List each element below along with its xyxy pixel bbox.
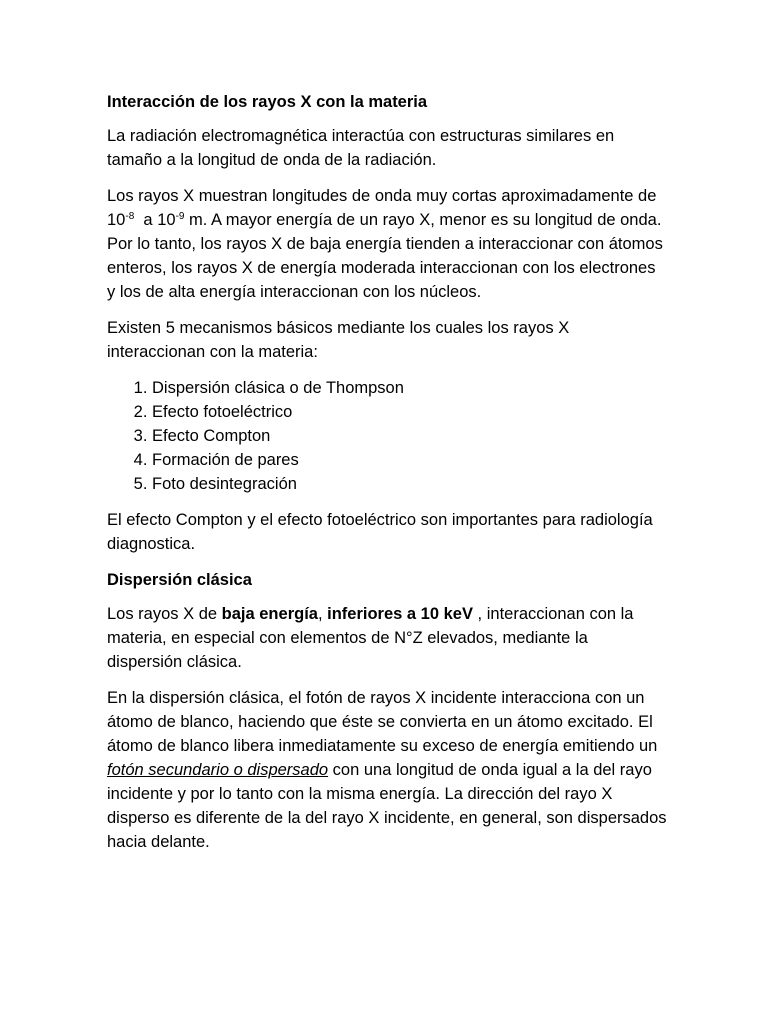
list-item: 4. Formación de pares <box>152 448 667 472</box>
paragraph-importance: El efecto Compton y el efecto fotoeléctrico son importantes para radiología diagnostica. <box>107 511 653 553</box>
wavelength-text-3: m. A mayor energía de un rayo X, menor es su longitud de onda. Por lo tanto, los rayos X de baja energía tienden a interaccionar con átomos enteros, los rayos X de energía moderada interaccionan con los electrones y los de alta energía interaccionan con los núcleos. <box>107 211 663 301</box>
document-page <box>107 90 667 866</box>
list-item: 2. Efecto fotoeléctrico <box>152 400 667 424</box>
low-energy-text-1: Los rayos X de <box>107 605 222 623</box>
exponent-1: -8 <box>125 211 135 222</box>
document-title: Interacción de los rayos X con la materia <box>107 93 428 111</box>
section-heading: Dispersión clásica <box>107 571 252 589</box>
wavelength-text-2: a 10 <box>134 211 176 229</box>
mechanisms-list <box>107 376 667 496</box>
list-item: 1. Dispersión clásica o de Thompson <box>152 376 667 400</box>
bold-low-energy: baja energía <box>221 605 318 623</box>
exponent-2: -9 <box>175 211 185 222</box>
scattering-text-1: En la dispersión clásica, el fotón de rayos X incidente interacciona con un átomo de blanco, haciendo que éste se convierta en un átomo excitado. El átomo de blanco libera inmediatamente su exceso de energía emitiendo un <box>107 689 658 755</box>
wavelength-text-1: Los rayos X muestran longitudes de onda muy cortas aproximadamente de 10 <box>107 187 657 229</box>
bold-energy-threshold: inferiores a 10 keV <box>327 605 473 623</box>
emphasized-term: fotón secundario o dispersado <box>107 761 329 779</box>
paragraph-mechanisms-intro: Existen 5 mecanismos básicos mediante los cuales los rayos X interaccionan con la materia: <box>107 319 570 361</box>
low-energy-text-2: , <box>317 605 328 623</box>
list-item: 3. Efecto Compton <box>152 424 667 448</box>
paragraph-wavelength <box>107 184 667 304</box>
paragraph-classical-scattering <box>107 686 667 854</box>
list-item: 5. Foto desintegración <box>152 472 667 496</box>
paragraph-low-energy <box>107 602 667 674</box>
paragraph-intro: La radiación electromagnética interactúa con estructuras similares en tamaño a la longitud de onda de la radiación. <box>107 127 615 169</box>
low-energy-text-3: , interaccionan con la materia, en especial con elementos de N°Z elevados, mediante la dispersión clásica. <box>107 605 634 671</box>
scattering-text-2: con una longitud de onda igual a la del rayo incidente y por lo tanto con la misma energía. La dirección del rayo X disperso es diferente de la del rayo X incidente, en general, son dispersados hacia delante. <box>107 761 667 851</box>
